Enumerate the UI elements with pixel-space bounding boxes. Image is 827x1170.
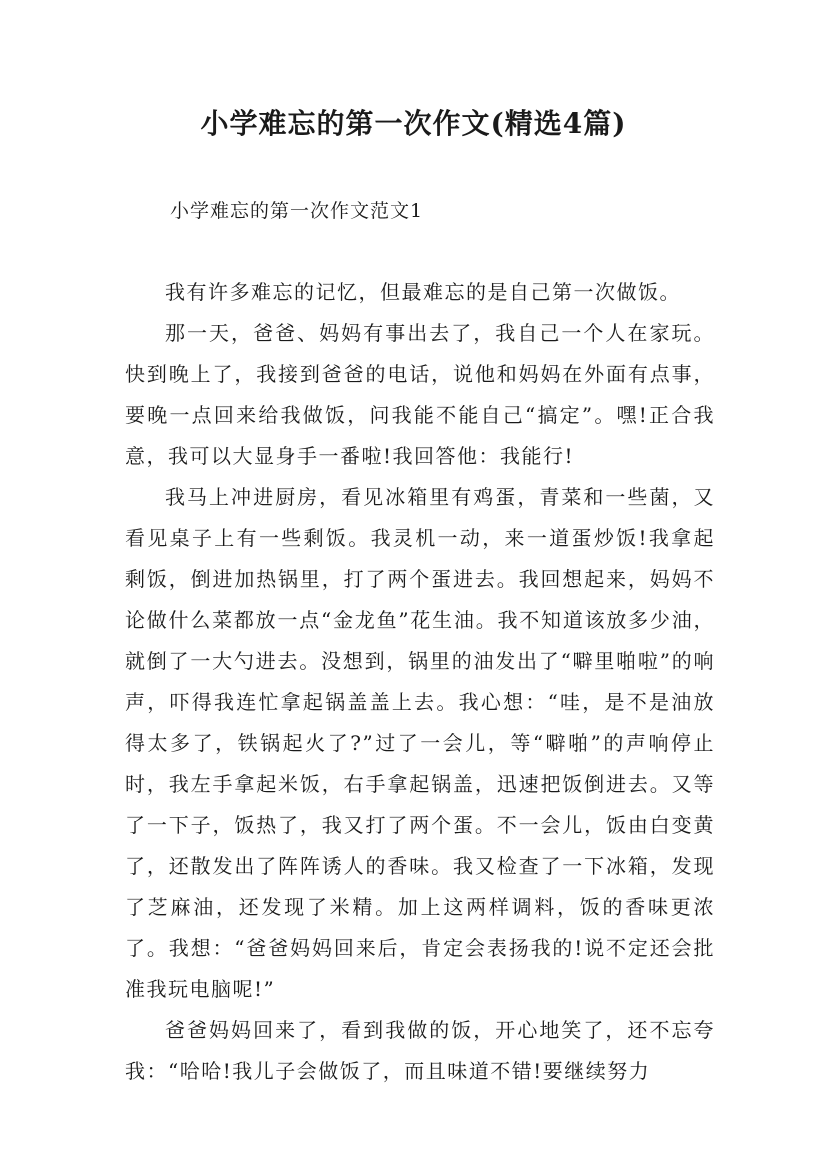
section-heading: 小学难忘的第一次作文范文1 — [170, 200, 424, 222]
article-body — [125, 272, 715, 1092]
paragraph-2: 那一天，爸爸、妈妈有事出去了，我自己一个人在家玩。快到晚上了，我接到爸爸的电话，说他和妈妈在外面有点事，要晚一点回来给我做饭，问我能不能自己“搞定”。嘿!正合我意，我可以大显身手一番啦!我回答他：我能行! — [125, 321, 715, 468]
paragraph-3: 我马上冲进厨房，看见冰箱里有鸡蛋，青菜和一些菌，又看见桌子上有一些剩饭。我灵机一动，来一道蛋炒饭!我拿起剩饭，倒进加热锅里，打了两个蛋进去。我回想起来，妈妈不论做什么菜都放一点“金龙鱼”花生油。我不知道该放多少油，就倒了一大勺进去。没想到，锅里的油发出了“噼里啪啦”的响声，吓得我连忙拿起锅盖盖上去。我心想：“哇，是不是油放得太多了，铁锅起火了?”过了一会儿，等“噼啪”的声响停止时，我左手拿起米饭，右手拿起锅盖，迅速把饭倒进去。又等了一下子，饭热了，我又打了两个蛋。不一会儿，饭由白变黄了，还散发出了阵阵诱人的香味。我又检查了一下冰箱，发现了芝麻油，还发现了米精。加上这两样调料，饭的香味更浓了。我想：“爸爸妈妈回来后，肯定会表扬我的!说不定还会批准我玩电脑呢!” — [125, 485, 715, 1001]
paragraph-1: 我有许多难忘的记忆，但最难忘的是自己第一次做饭。 — [165, 280, 681, 304]
document-title: 小学难忘的第一次作文(精选4篇) — [200, 107, 627, 140]
paragraph-4: 爸爸妈妈回来了，看到我做的饭，开心地笑了，还不忘夸我：“哈哈!我儿子会做饭了，而且味道不错!要继续努力 — [125, 1018, 715, 1083]
